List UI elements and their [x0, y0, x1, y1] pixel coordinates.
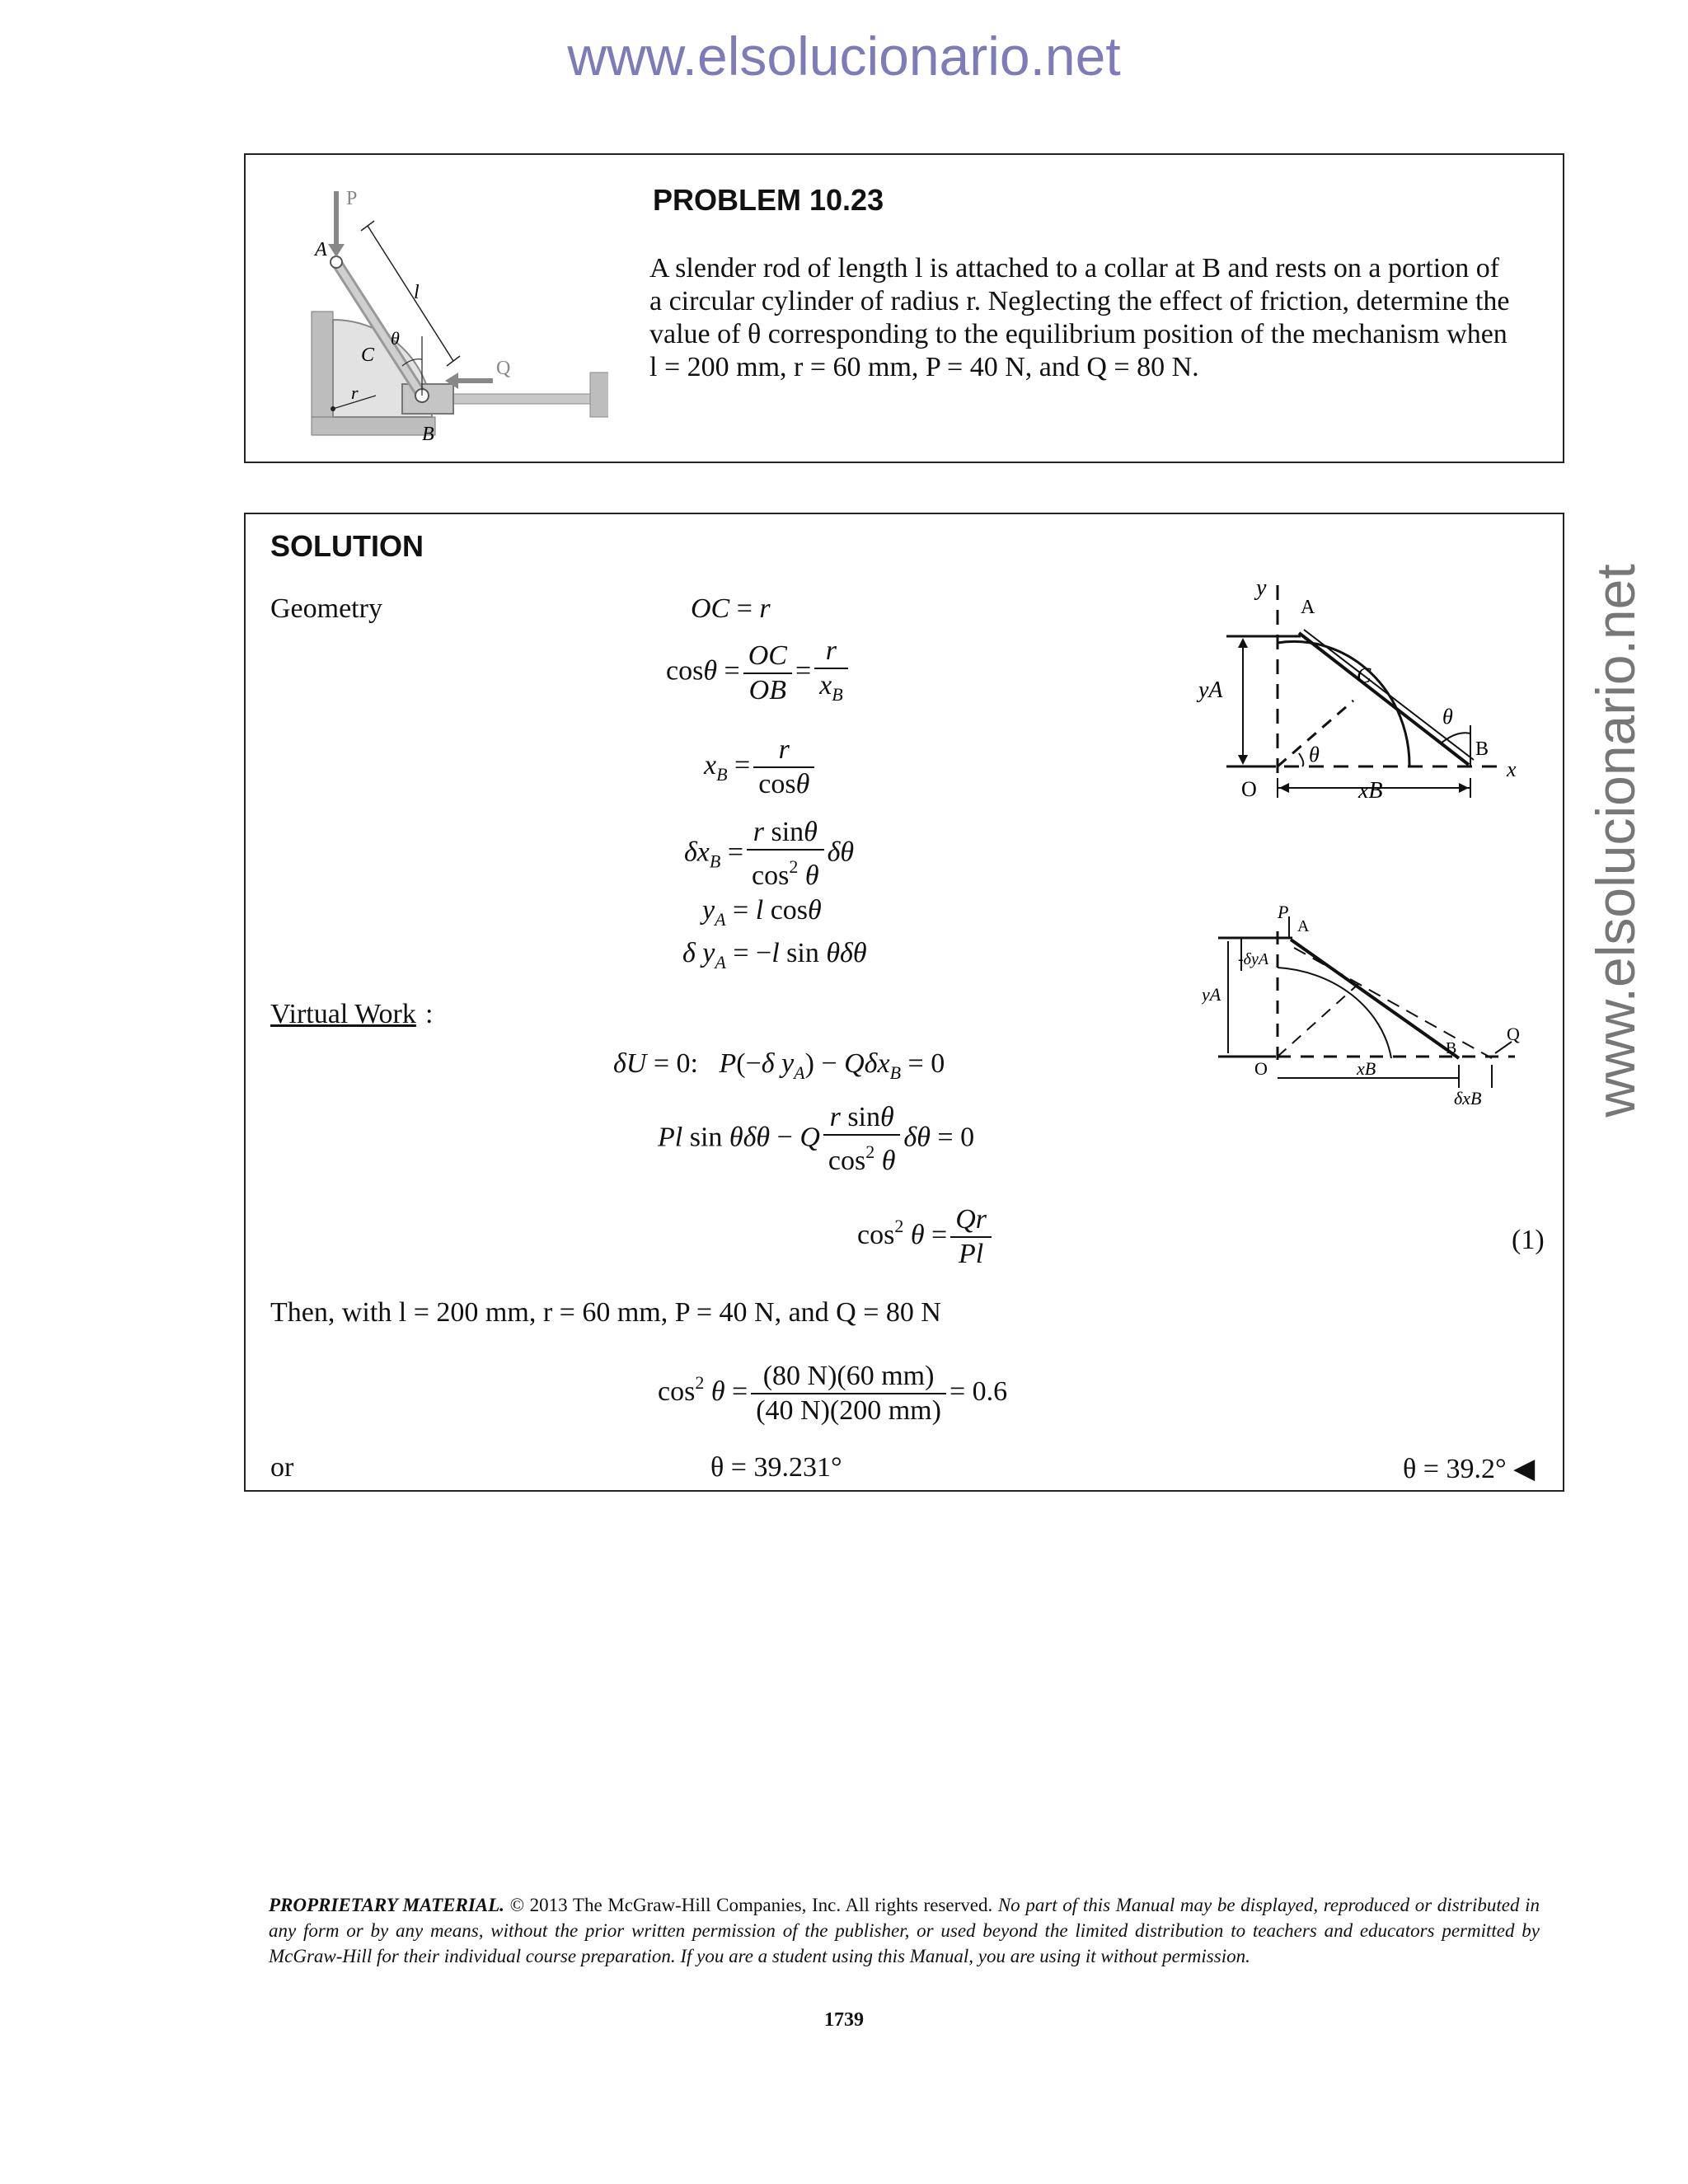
- footer-bold: PROPRIETARY MATERIAL.: [269, 1895, 504, 1915]
- eq-ya: $y_A = l$ cosθ: [702, 895, 822, 930]
- statement-line: A slender rod of length l is attached to a collar at B and rests on a portion of: [649, 253, 1500, 284]
- footer-notice: [269, 1892, 1540, 1969]
- eq-dya: δ $y_A = -l$ sin θδθ: [682, 938, 867, 972]
- footer-copyright: © 2013 The McGraw-Hill Companies, Inc. All rights reserved.: [504, 1895, 993, 1915]
- sk1-O: O: [1241, 777, 1257, 801]
- watermark-side: www.elsolucionario.net: [1585, 564, 1646, 1118]
- sk2-A: A: [1297, 917, 1310, 935]
- fig-label-P: P: [346, 188, 358, 209]
- theta-result: θ = 39.231°: [710, 1452, 842, 1483]
- fig-label-B: B: [422, 424, 434, 445]
- fig-label-l: l: [414, 282, 420, 303]
- solution-title: SOLUTION: [270, 529, 424, 563]
- final-answer-text: θ = 39.2°: [1403, 1454, 1507, 1484]
- eq-number: (1): [1512, 1225, 1545, 1255]
- watermark-top[interactable]: www.elsolucionario.net: [567, 26, 1121, 87]
- sk1-xB: xB: [1358, 778, 1383, 804]
- then-line: Then, with l = 200 mm, r = 60 mm, P = 40 N, and Q = 80 N: [270, 1297, 941, 1328]
- sk1-theta1: θ: [1442, 705, 1453, 729]
- or-label: or: [270, 1452, 294, 1483]
- final-answer: [1403, 1452, 1535, 1485]
- virtual-work-label: [270, 999, 416, 1030]
- eq-vw-expanded: Pl sin θδθ − Q $\frac{\text{r sinθ}}{\cos^2 \theta}$ δθ = 0: [658, 1102, 975, 1176]
- virtual-work-colon: :: [425, 999, 434, 1029]
- sk1-theta2: θ: [1309, 743, 1320, 766]
- sk2-dxB: δxB: [1454, 1088, 1482, 1108]
- geometry-label: Geometry: [270, 593, 382, 624]
- virtual-work-text: Virtual Work: [270, 999, 416, 1029]
- fig-label-A: A: [315, 239, 327, 260]
- solution-box: [244, 513, 1564, 1492]
- eq-cos-theta: cosθ = $\frac{OC}{OB}$ = $\frac{r}{x_B}$: [666, 635, 851, 711]
- eq-dxb: $\delta x_B$ = $\frac{\text{r sinθ}}{\cos^2 \theta}$ δθ: [684, 817, 855, 891]
- statement-line: a circular cylinder of radius r. Neglecting the effect of friction, determine the: [649, 286, 1510, 316]
- problem-figure: [279, 171, 608, 452]
- sk1-A: A: [1301, 597, 1315, 618]
- eq-cos2-value: $\cos^2 \theta$ = $\frac{(80 N)(60 mm)}{(40 N)(200 mm)}$ = 0.6: [658, 1361, 1008, 1426]
- page-number: 1739: [824, 2009, 864, 2031]
- solution-sketch-geometry: [1177, 577, 1523, 808]
- fig-label-C: C: [361, 344, 375, 366]
- sk2-xB: xB: [1357, 1058, 1376, 1079]
- problem-box: [244, 153, 1564, 463]
- sk1-B: B: [1475, 738, 1489, 760]
- sk2-yA: yA: [1202, 984, 1221, 1005]
- fig-label-theta: θ: [391, 328, 400, 349]
- sk1-y: y: [1256, 577, 1267, 601]
- sk1-yA: yA: [1198, 677, 1223, 703]
- cos-fraction-num: (80 N)(60 mm): [751, 1360, 946, 1394]
- eq-du: δU = 0: P(−δ $y_A) - Q\delta x_B = 0$: [613, 1048, 945, 1083]
- eq-oc: OC = r: [691, 593, 771, 624]
- sk2-O: O: [1254, 1058, 1268, 1079]
- fig-label-r: r: [351, 382, 359, 403]
- sk1-x: x: [1507, 757, 1517, 781]
- problem-statement: [649, 252, 1540, 384]
- sk2-B: B: [1446, 1039, 1457, 1057]
- statement-line: value of θ corresponding to the equilibrium position of the mechanism when: [649, 319, 1507, 349]
- sk2-dyA: -δyA: [1238, 950, 1269, 968]
- answer-marker-icon: ◀: [1513, 1454, 1536, 1484]
- fig-label-Q: Q: [496, 358, 511, 379]
- sk2-Q: Q: [1507, 1024, 1520, 1044]
- problem-title: PROBLEM 10.23: [653, 183, 884, 217]
- sk2-P: P: [1278, 902, 1289, 922]
- solution-sketch-virtual-displacement: [1202, 902, 1548, 1116]
- statement-line: l = 200 mm, r = 60 mm, P = 40 N, and Q = 80 N.: [649, 352, 1199, 382]
- sk1-C: C: [1357, 663, 1372, 687]
- footer-italic: No part of this Manual may be displayed, reproduced or distributed in any form or by any means, without the prior written permission of the publisher, or used beyond the limited distribution to teachers and educators permitted by McGraw-Hill for their individual course preparation. If you are a student using this Manual, you are using it without permission.: [269, 1895, 1540, 1966]
- eq-xb: $x_B$ = $\frac{r}{\cos\theta}$: [704, 733, 818, 801]
- cos-value: = 0.6: [949, 1376, 1008, 1407]
- eq-cos2: $\cos^2 \theta$ = $\frac{Qr}{Pl}$: [857, 1203, 995, 1271]
- cos-fraction-den: (40 N)(200 mm): [756, 1395, 941, 1426]
